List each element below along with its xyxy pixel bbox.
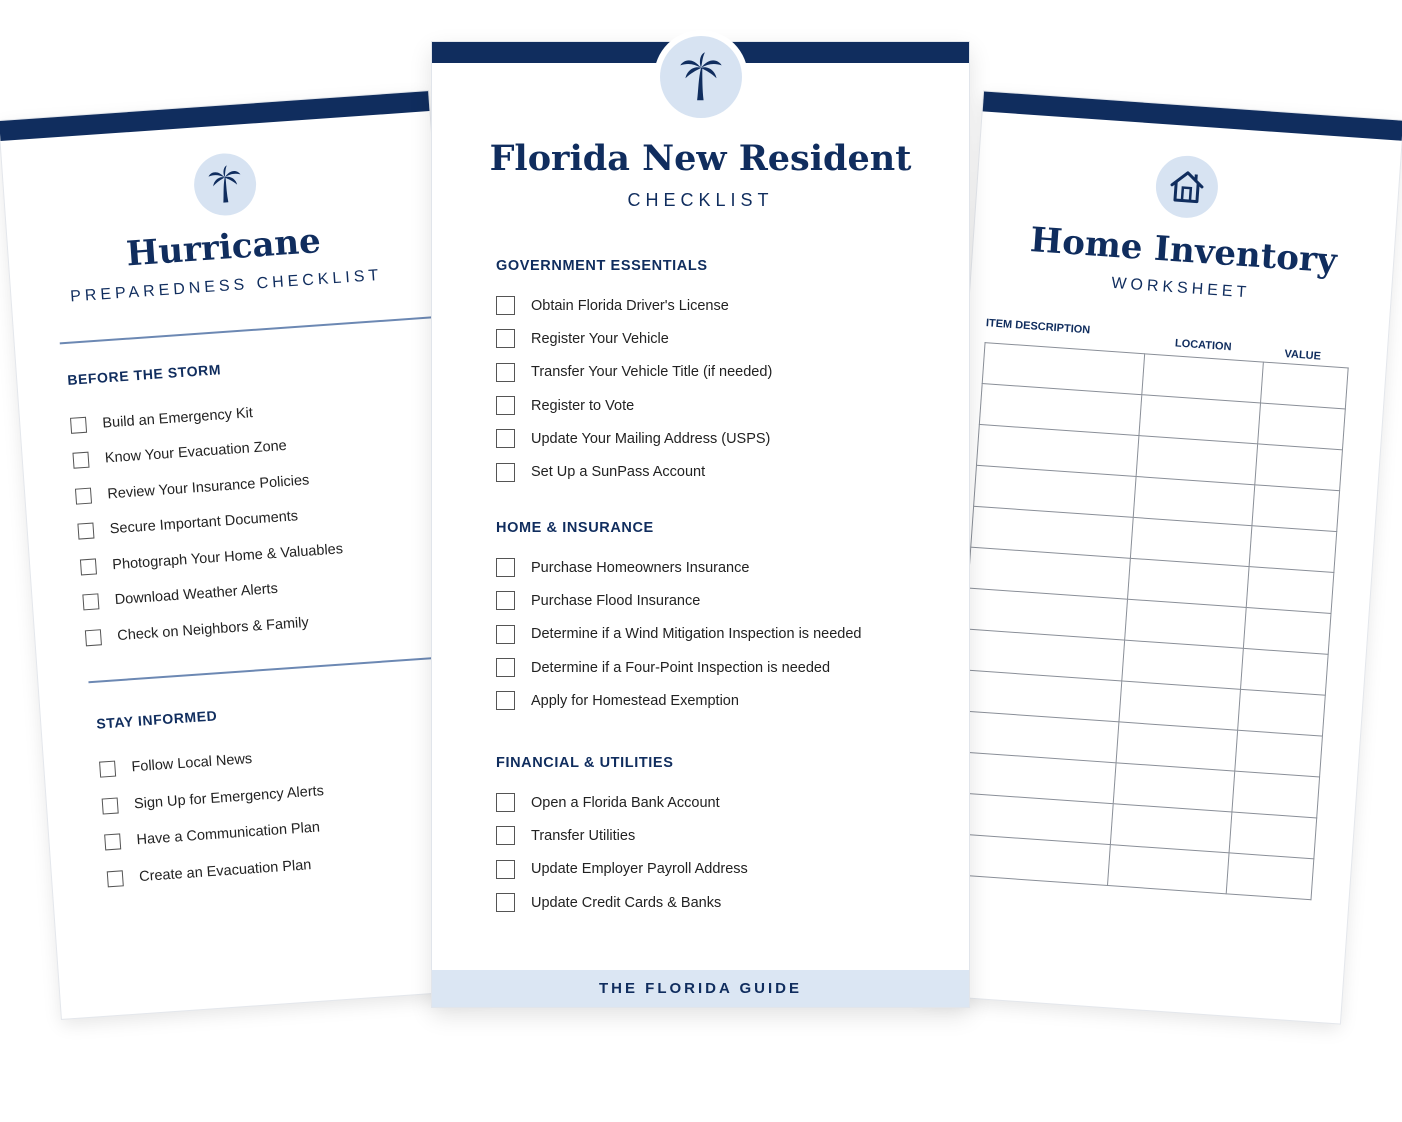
column-header-item-description: ITEM DESCRIPTION xyxy=(985,317,1091,337)
sheet-subtitle: PREPAREDNESS CHECKLIST xyxy=(69,266,383,306)
checklist-item[interactable]: Register Your Vehicle xyxy=(496,322,772,355)
divider xyxy=(88,655,467,683)
section-government-essentials xyxy=(496,258,772,489)
inventory-cell[interactable] xyxy=(1238,689,1325,736)
checkbox[interactable] xyxy=(496,296,515,315)
checklist-item[interactable]: Determine if a Four-Point Inspection is needed xyxy=(496,651,861,684)
checkbox[interactable] xyxy=(496,893,515,912)
header-bar xyxy=(983,91,1402,140)
section-financial-utilities xyxy=(496,755,748,919)
sheet-title: Florida New Resident xyxy=(489,138,912,179)
header-bar xyxy=(0,91,429,141)
checkbox[interactable] xyxy=(496,691,515,710)
checkbox[interactable] xyxy=(107,870,124,887)
house-icon xyxy=(1154,154,1220,220)
checklist-item[interactable]: Create an Evacuation Plan xyxy=(106,845,330,897)
checklist-item[interactable]: Open a Florida Bank Account xyxy=(496,786,748,819)
checklist-item[interactable]: Transfer Your Vehicle Title (if needed) xyxy=(496,356,772,389)
checkbox[interactable] xyxy=(496,826,515,845)
home-inventory-sheet xyxy=(921,91,1402,1023)
inventory-cell[interactable] xyxy=(1229,812,1316,859)
checkbox[interactable] xyxy=(496,658,515,677)
inventory-cell[interactable] xyxy=(1235,730,1322,777)
new-resident-checklist-sheet xyxy=(432,42,969,1007)
checklist-item[interactable]: Determine if a Wind Mitigation Inspection is needed xyxy=(496,618,861,651)
section-heading: FINANCIAL & UTILITIES xyxy=(496,755,674,771)
footer-brand: THE FLORIDA GUIDE xyxy=(432,970,969,1007)
checkbox[interactable] xyxy=(496,625,515,644)
checkbox[interactable] xyxy=(496,463,515,482)
checkbox[interactable] xyxy=(496,429,515,448)
checklist-item[interactable]: Obtain Florida Driver's License xyxy=(496,289,772,322)
inventory-cell[interactable] xyxy=(1226,853,1313,900)
checkbox[interactable] xyxy=(72,452,89,469)
checkbox[interactable] xyxy=(70,417,87,434)
section-heading: GOVERNMENT ESSENTIALS xyxy=(496,258,708,274)
sheet-title: Hurricane xyxy=(125,221,323,275)
palm-tree-icon xyxy=(660,36,742,118)
inventory-cell[interactable] xyxy=(1255,444,1342,491)
inventory-cell[interactable] xyxy=(1232,771,1319,818)
checklist-item[interactable]: Update Your Mailing Address (USPS) xyxy=(496,422,772,455)
checklist-item[interactable]: Update Employer Payroll Address xyxy=(496,853,748,886)
checkbox[interactable] xyxy=(496,396,515,415)
checklist-item[interactable]: Transfer Utilities xyxy=(496,819,748,852)
hurricane-checklist-sheet xyxy=(0,91,491,1019)
checklist-item[interactable]: Photograph Your Home & Valuables xyxy=(79,531,344,585)
checklist-item[interactable]: Purchase Homeowners Insurance xyxy=(496,551,861,584)
inventory-table xyxy=(947,342,1348,900)
column-header-value: VALUE xyxy=(1284,348,1322,363)
divider xyxy=(60,316,444,344)
sheet-title: Home Inventory xyxy=(1028,220,1338,282)
inventory-cell[interactable] xyxy=(1258,403,1345,450)
inventory-cell[interactable] xyxy=(1261,362,1348,409)
inventory-cell[interactable] xyxy=(1246,567,1333,614)
checklist-item[interactable]: Register to Vote xyxy=(496,389,772,422)
checkbox[interactable] xyxy=(77,523,94,540)
checkbox[interactable] xyxy=(496,591,515,610)
checklist-item[interactable]: Download Weather Alerts xyxy=(82,567,347,621)
checkbox[interactable] xyxy=(75,487,92,504)
checklist-item[interactable]: Review Your Insurance Policies xyxy=(74,460,339,514)
sheet-subtitle: WORKSHEET xyxy=(1110,274,1251,302)
checkbox[interactable] xyxy=(102,797,119,814)
checkbox[interactable] xyxy=(85,629,102,646)
section-home-insurance xyxy=(496,520,861,717)
checkbox[interactable] xyxy=(496,363,515,382)
checklist-item[interactable]: Know Your Evacuation Zone xyxy=(72,425,337,479)
section-heading: HOME & INSURANCE xyxy=(496,520,654,536)
checklist-item[interactable]: Purchase Flood Insurance xyxy=(496,584,861,617)
checkbox[interactable] xyxy=(82,594,99,611)
inventory-cell[interactable] xyxy=(1244,608,1331,655)
inventory-cell[interactable] xyxy=(1249,526,1336,573)
checklist-item[interactable]: Secure Important Documents xyxy=(77,496,342,550)
inventory-cell[interactable] xyxy=(1107,845,1229,894)
checklist-item[interactable]: Apply for Homestead Exemption xyxy=(496,684,861,717)
section-stay-informed xyxy=(96,700,330,897)
checklist-item[interactable]: Build an Emergency Kit xyxy=(69,390,334,444)
checklist-item[interactable]: Follow Local News xyxy=(98,736,322,788)
section-before-the-storm xyxy=(67,354,349,656)
checklist-item[interactable]: Set Up a SunPass Account xyxy=(496,455,772,488)
checkbox[interactable] xyxy=(80,558,97,575)
checkbox[interactable] xyxy=(496,793,515,812)
checkbox[interactable] xyxy=(496,558,515,577)
checkbox[interactable] xyxy=(496,860,515,879)
checkbox[interactable] xyxy=(496,329,515,348)
checklist-item[interactable]: Check on Neighbors & Family xyxy=(84,602,349,656)
column-header-location: LOCATION xyxy=(1174,337,1232,354)
palm-tree-icon xyxy=(192,151,258,217)
checkbox[interactable] xyxy=(99,761,116,778)
inventory-cell[interactable] xyxy=(1252,485,1339,532)
checklist-item[interactable]: Have a Communication Plan xyxy=(103,809,327,861)
section-heading: BEFORE THE STORM xyxy=(66,361,222,388)
checklist-item[interactable]: Sign Up for Emergency Alerts xyxy=(101,773,325,825)
section-heading: STAY INFORMED xyxy=(95,707,218,732)
checkbox[interactable] xyxy=(104,834,121,851)
sheet-subtitle: CHECKLIST xyxy=(627,190,774,210)
checklist-item[interactable]: Update Credit Cards & Banks xyxy=(496,886,748,919)
inventory-cell[interactable] xyxy=(1241,648,1328,695)
